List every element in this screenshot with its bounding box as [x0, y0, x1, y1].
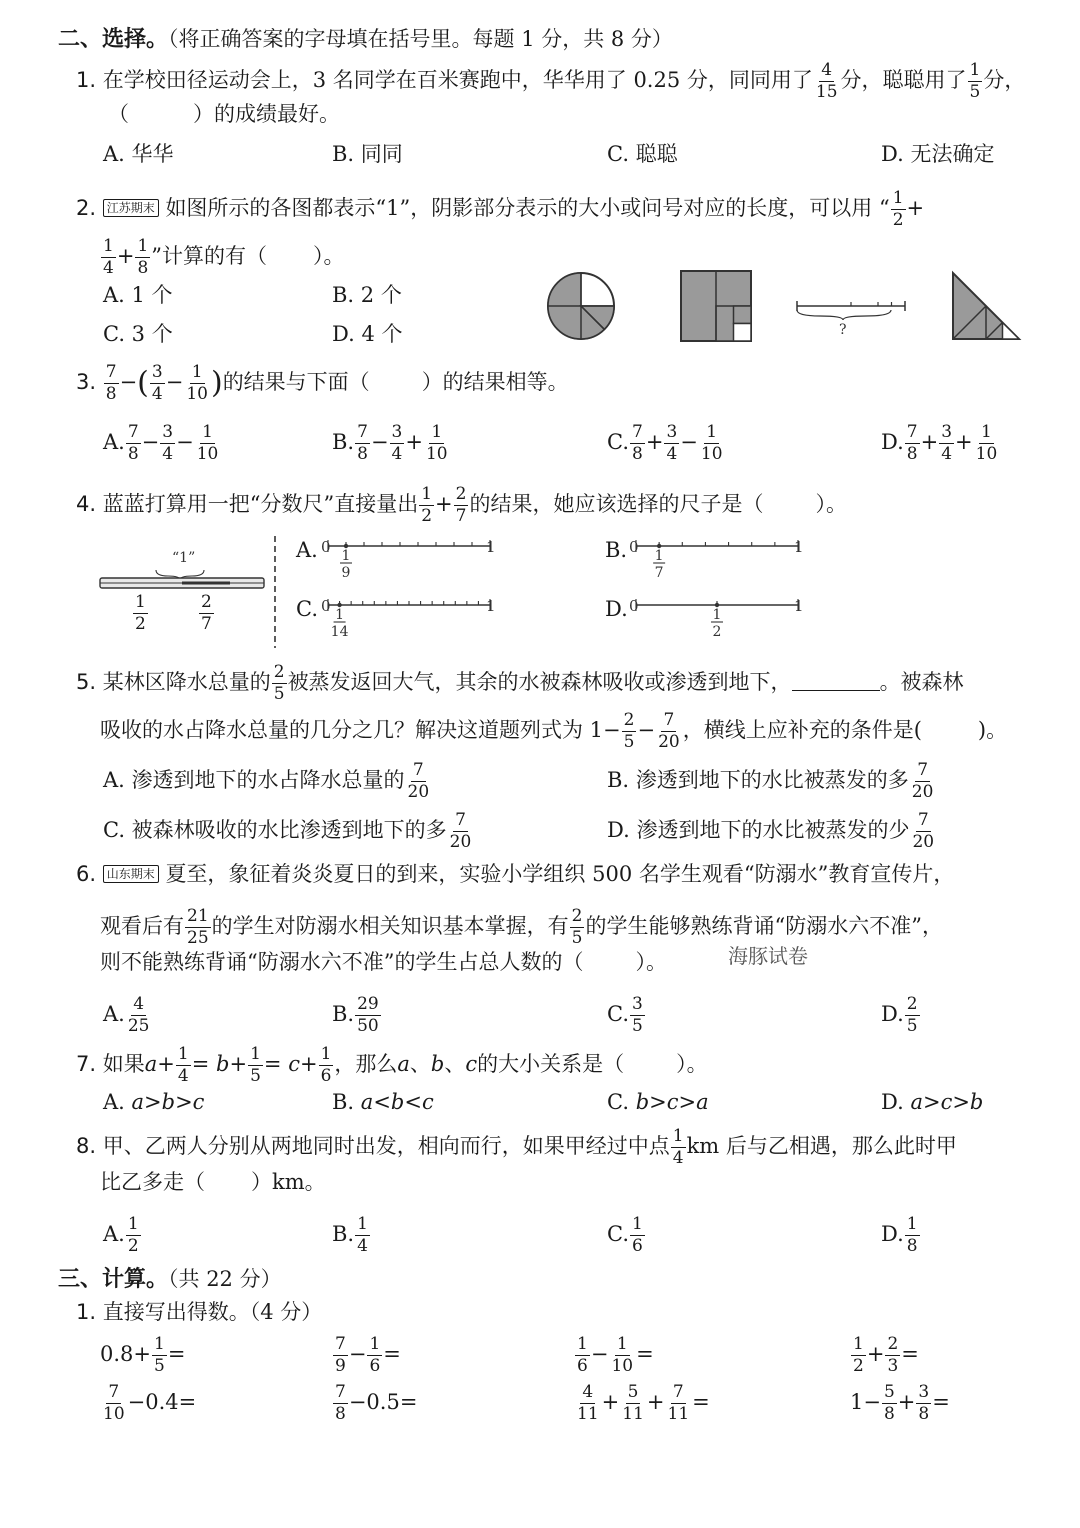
q2-option-b: B. 2 个	[332, 283, 402, 307]
calc-item: $\frac{1}{6}$ − $\frac{1}{10}$ =	[577, 1334, 654, 1376]
ruler-mark-numerator: 1	[654, 548, 664, 564]
q1-text-b: 分，聪聪用了	[840, 68, 967, 92]
q8-option-b: B. $\frac{1}{4}$	[332, 1214, 368, 1256]
q1-line-2-text: 的成绩最好。	[214, 102, 340, 126]
q7-stem: 7. 如果a+ $\frac{1}{4}$ = b+ $\frac{1}{5}$ = c+ $\frac{1}{6}$ ，那么a、b、c的大小关系是（ ）。	[76, 1044, 708, 1086]
q1-fraction-1: $\frac{4}{15}$	[815, 60, 838, 102]
q3-option-a: A. $\frac{7}{8}$ − $\frac{3}{4}$ − $\frac{1}{10}$	[103, 422, 219, 464]
q6-line-2: 观看后有 $\frac{21}{25}$ 的学生对防溺水相关知识基本掌握，有 $\frac{2}{5}$ 的学生能够熟练背诵“防溺水六不准”，	[100, 906, 943, 948]
section-3-heading	[58, 1268, 282, 1290]
q4-ruler-d-label: D.	[605, 597, 628, 621]
q7-number: 7.	[76, 1052, 97, 1076]
q4-text-b: 的结果，她应该选择的尺子是（	[469, 492, 764, 516]
q4-ruler-d	[626, 595, 806, 645]
q3-stem-frac-c: $\frac{1}{10}$	[186, 362, 208, 404]
q5-text-a: 某林区降水总量的	[102, 670, 271, 694]
q1-number: 1.	[76, 68, 97, 92]
q7-option-a: A. a>b>c	[103, 1090, 205, 1114]
q2-text-b: ”计算的有（	[151, 244, 268, 268]
q8-number: 8.	[76, 1134, 97, 1158]
q2-option-a: A. 1 个	[103, 283, 173, 307]
q4-fraction-1: $\frac{1}{2}$	[421, 484, 433, 526]
q4-ruler-a	[318, 536, 498, 586]
q8-option-c: C. $\frac{1}{6}$	[607, 1214, 643, 1256]
ruler-zero-label: 0	[321, 538, 331, 556]
q5-option-a: A. 渗透到地下的水占降水总量的 $\frac{7}{20}$	[103, 760, 430, 802]
q8-option-d: D. $\frac{1}{8}$	[881, 1214, 918, 1256]
q6-stem	[76, 864, 954, 885]
q5-option-b: B. 渗透到地下的水比被蒸发的多 $\frac{7}{20}$	[607, 760, 934, 802]
q3-number: 3.	[76, 370, 97, 394]
ruler-one-label: 1	[794, 597, 804, 615]
q4-stem: 4. 蓝蓝打算用一把“分数尺”直接量出 $\frac{1}{2}$ + $\frac{2}{7}$ 的结果，她应该选择的尺子是（ ）。	[76, 484, 847, 526]
q8-option-a: A. $\frac{1}{2}$	[103, 1214, 139, 1256]
q1-option-c: C. 聪聪	[607, 142, 678, 166]
q4-ruler-label: “1”	[172, 550, 196, 566]
q6-option-d: D. $\frac{2}{5}$	[881, 994, 918, 1036]
q4-text-c: ）。	[815, 492, 847, 516]
q2-text-c: ）。	[313, 244, 345, 268]
q2-plus-1: +	[906, 196, 925, 220]
q5-option-c: C. 被森林吸收的水比渗透到地下的多 $\frac{7}{20}$	[103, 810, 472, 852]
q3-option-c: C. $\frac{7}{8}$ + $\frac{3}{4}$ − $\frac{1}{10}$	[607, 422, 723, 464]
ruler-zero-label: 0	[629, 597, 639, 615]
q6-source-tag: 山东期末	[103, 865, 159, 883]
q2-fraction-half: $\frac{1}{2}$	[892, 188, 904, 230]
q1-option-a: A. 华华	[103, 142, 174, 166]
ruler-one-label: 1	[794, 538, 804, 556]
q6-text-a: 夏至，象征着炎炎夏日的到来，实验小学组织 500 名学生观看“防溺水”教育宣传片，	[165, 862, 955, 886]
q2-text-a: 如图所示的各图都表示“1”，阴影部分表示的大小或问号对应的长度，可以用 “	[165, 196, 890, 220]
q2-plus-2: +	[116, 244, 135, 268]
q7-option-c: C. b>c>a	[607, 1090, 709, 1114]
q3-option-b: B. $\frac{7}{8}$ − $\frac{3}{4}$ + $\frac{1}{10}$	[332, 422, 448, 464]
section-3-q1-number: 1.	[76, 1300, 97, 1324]
q5-line-2: 吸收的水占降水总量的几分之几？解决这道题列式为 1− $\frac{2}{5}$ − $\frac{7}{20}$ ，横线上应补充的条件是( )。	[100, 710, 1008, 752]
q2-figure-square	[680, 270, 752, 342]
calc-item: $\frac{7}{9}$ − $\frac{1}{6}$ =	[335, 1334, 401, 1376]
q4-ruler-half: $\frac{1}{2}$	[135, 592, 146, 634]
q4-ruler-two-sevenths: $\frac{2}{7}$	[201, 592, 212, 634]
q6-line-3: 则不能熟练背诵“防溺水六不准”的学生占总人数的（ ）。	[100, 950, 667, 974]
q4-fraction-2: $\frac{2}{7}$	[455, 484, 467, 526]
calc-item: $\frac{7}{8}$ −0.5=	[335, 1382, 418, 1424]
calc-item: $\frac{4}{11}$ + $\frac{5}{11}$ + $\frac{7}{11}$ =	[577, 1382, 710, 1424]
q5-text-c: 。被森林	[879, 670, 964, 694]
q1-stem	[76, 62, 1025, 101]
calc-item: 1− $\frac{5}{8}$ + $\frac{3}{8}$ =	[850, 1382, 950, 1424]
q3-stem: 3. $\frac{7}{8}$ −( $\frac{3}{4}$ − $\frac{1}{10}$ )的结果与下面（ ）的结果相等。	[76, 362, 569, 404]
q4-ruler-b-label: B.	[605, 538, 628, 562]
q4-divider	[272, 536, 278, 648]
q5-fraction-1: $\frac{2}{5}$	[273, 662, 285, 704]
q2-source-tag: 江苏期末	[103, 199, 159, 217]
section-2-title: 二、选择。	[58, 26, 169, 52]
q2-figure-segment	[795, 296, 907, 336]
q7-option-d: D. a>c>b	[881, 1090, 984, 1114]
ruler-mark-denominator: 2	[712, 624, 722, 640]
q4-ruler-b	[626, 536, 806, 586]
q5-text-b: 被蒸发返回大气，其余的水被森林吸收或渗透到地下，	[287, 670, 792, 694]
q1-text-a: 在学校田径运动会上，3 名同学在百米赛跑中，华华用了 0.25 分，同同用了	[102, 68, 813, 92]
q5-number: 5.	[76, 670, 97, 694]
q3-option-d: D. $\frac{7}{8}$ + $\frac{3}{4}$ + $\frac{1}{10}$	[881, 422, 998, 464]
q3-text: 的结果与下面（	[222, 370, 370, 394]
q5-line-2-b: ，横线上应补充的条件是(	[682, 718, 922, 742]
ruler-mark-numerator: 1	[335, 607, 345, 623]
q4-text-a: 蓝蓝打算用一把“分数尺”直接量出	[102, 492, 419, 516]
q6-number: 6.	[76, 862, 97, 886]
section-2-instruction: （将正确答案的字母填在括号里。每题 1 分，共 8 分）	[168, 27, 673, 51]
ruler-mark-numerator: 1	[341, 548, 351, 564]
q1-text-c: 分，	[983, 68, 1026, 92]
q3-stem-frac-b: $\frac{3}{4}$	[151, 362, 163, 404]
calc-item: $\frac{1}{2}$ + $\frac{2}{3}$ =	[853, 1334, 919, 1376]
q2-figure-triangle	[950, 270, 1022, 342]
watermark-text: 海豚试卷	[728, 944, 808, 968]
q5-line-2-a: 吸收的水占降水总量的几分之几？解决这道题列式为 1−	[100, 718, 621, 742]
q4-ruler-a-label: A.	[296, 538, 318, 562]
section-3-q1-text: 直接写出得数。（4 分）	[102, 1300, 323, 1324]
ruler-mark-numerator: 1	[712, 607, 722, 623]
q3-text-b: ）的结果相等。	[421, 370, 569, 394]
q6-option-a: A. $\frac{4}{25}$	[103, 994, 150, 1036]
q4-ruler-c-label: C.	[296, 597, 318, 621]
q6-option-c: C. $\frac{3}{5}$	[607, 994, 643, 1036]
calc-item: $\frac{7}{10}$ −0.4=	[103, 1382, 197, 1424]
q6-fraction-2: $\frac{2}{5}$	[571, 906, 583, 948]
q6-fraction-1: $\frac{21}{25}$	[187, 906, 209, 948]
q1-line-2: （ ）的成绩最好。	[108, 102, 340, 126]
q2-option-c: C. 3 个	[103, 322, 173, 346]
section-3-points: （共 22 分）	[168, 1267, 282, 1291]
q8-fraction-1: $\frac{1}{4}$	[672, 1126, 684, 1168]
q2-fraction-eighth: $\frac{1}{8}$	[137, 236, 149, 278]
q2-number: 2.	[76, 196, 97, 220]
q4-ruler-c	[318, 595, 498, 645]
q1-option-d: D. 无法确定	[881, 142, 995, 166]
q3-stem-frac-a: $\frac{7}{8}$	[105, 362, 117, 404]
q5-stem	[76, 664, 964, 703]
q2-stem	[76, 190, 924, 229]
section-3-title: 三、计算。	[58, 1266, 169, 1292]
q6-option-b: B. $\frac{29}{50}$	[332, 994, 379, 1036]
ruler-mark-denominator: 14	[330, 624, 349, 640]
q2-fraction-quarter: $\frac{1}{4}$	[103, 236, 114, 278]
section-2-heading	[58, 28, 673, 50]
q2-figure-circle	[545, 270, 617, 342]
q2-figure-question-mark: ?	[839, 322, 847, 336]
ruler-one-label: 1	[486, 538, 496, 556]
q8-line-2: 比乙多走（ ）km。	[100, 1170, 326, 1194]
q1-fraction-2: $\frac{1}{5}$	[969, 60, 981, 102]
q2-option-d: D. 4 个	[332, 322, 403, 346]
ruler-zero-label: 0	[321, 597, 331, 615]
q2-line-2	[100, 238, 345, 277]
q8-stem: 8. 甲、乙两人分别从两地同时出发，相向而行，如果甲经过中点 $\frac{1}{4}$ km 后与乙相遇，那么此时甲	[76, 1126, 957, 1168]
q7-option-b: B. a<b<c	[332, 1090, 434, 1114]
calc-item: 0.8+ $\frac{1}{5}$ =	[100, 1334, 186, 1376]
ruler-mark-denominator: 9	[341, 565, 351, 581]
q4-number: 4.	[76, 492, 97, 516]
ruler-zero-label: 0	[629, 538, 639, 556]
q5-option-d: D. 渗透到地下的水比被蒸发的少 $\frac{7}{20}$	[607, 810, 935, 852]
section-3-q1	[76, 1302, 322, 1323]
ruler-one-label: 1	[486, 597, 496, 615]
q1-option-b: B. 同同	[332, 142, 403, 166]
q4-fraction-ruler	[96, 548, 272, 632]
ruler-mark-denominator: 7	[654, 565, 664, 581]
q5-blank-line	[792, 690, 880, 691]
